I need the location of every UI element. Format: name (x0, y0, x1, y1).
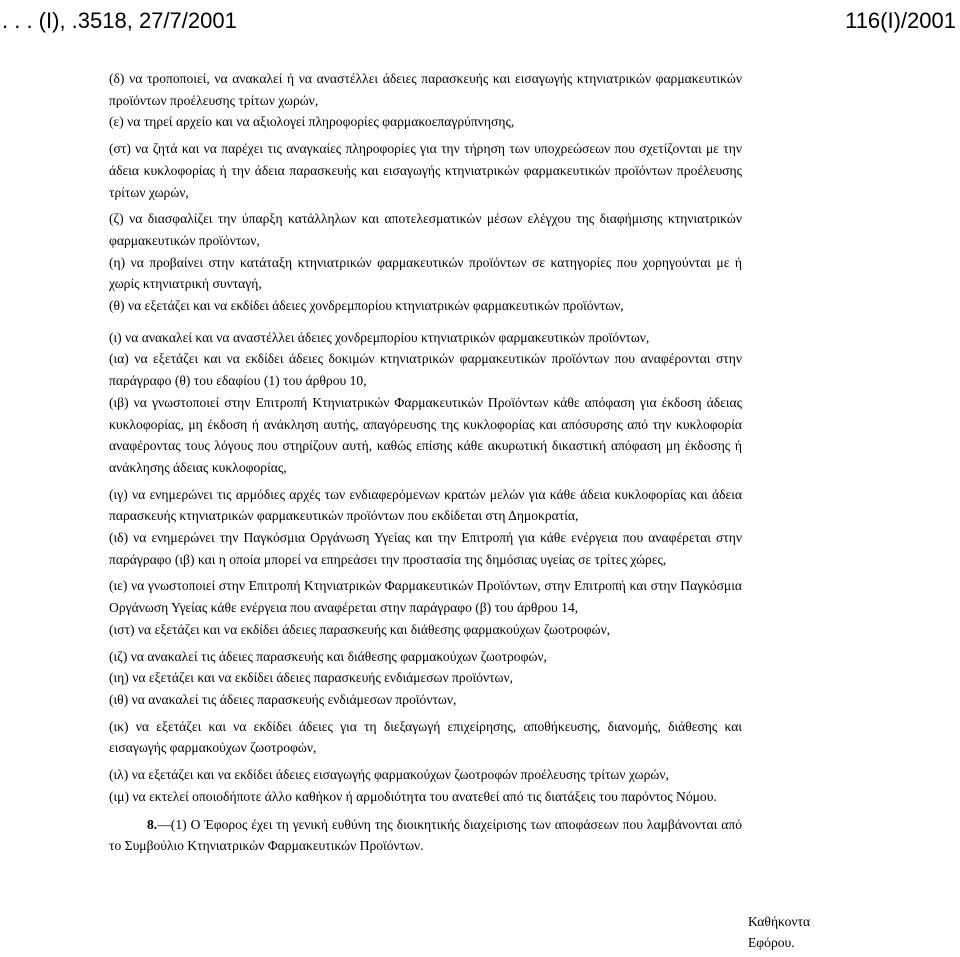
paragraph-th: (θ) να εξετάζει και να εκδίδει άδειες χονδρεμπορίου κτηνιατρικών φαρμακευτικών προϊόντων, (109, 298, 624, 314)
paragraph-im: (ιμ) να εκτελεί οποιοδήποτε άλλο καθήκον ή αρμοδιότητα του ανατεθεί από τις διατάξεις του παρόντος Νόμου. (109, 788, 717, 804)
paragraph-e: (ε) να τηρεί αρχείο και να αξιολογεί πληροφορίες φαρμακοεπαγρύπνησης, (109, 114, 515, 130)
page-header (0, 6, 960, 36)
document-body (109, 68, 742, 857)
margin-note-registrar-duties: Καθήκοντα Εφόρου. (748, 914, 811, 950)
paragraph-ie: (ιε) να γνωστοποιεί στην Επιτροπή Κτηνιατρικών Φαρμακευτικών Προϊόντων, στην Επιτροπή και στην Παγκόσμια Οργάνωση Υγείας κάθε ενέργεια που αναφέρεται στην παράγραφο (β) του άρθρου 14, (109, 578, 742, 616)
paragraph-il: (ιλ) να εξετάζει και να εκδίδει άδειες εισαγωγής φαρμακούχων ζωοτροφών προέλευσης τρίτων χωρών, (109, 767, 669, 783)
paragraph-iota: (ι) να ανακαλεί και να αναστέλλει άδειες χονδρεμπορίου κτηνιατρικών φαρμακευτικών προϊόντων, (109, 329, 650, 345)
paragraph-d: (δ) να τροποποιεί, να ανακαλεί ή να αναστέλλει άδειες παρασκευής και εισαγωγής κτηνιατρικών φαρμακευτικών προϊόντων προέλευσης τρίτων χωρών, (109, 71, 742, 108)
paragraph-iz: (ιζ) να ανακαλεί τις άδειες παρασκευής και διάθεσης φαρμακούχων ζωοτροφών, (109, 648, 547, 664)
paragraph-st: (στ) να ζητά και να παρέχει τις αναγκαίες πληροφορίες για την τήρηση των υποχρεώσεων που σχετίζονται με την άδεια κυκλοφορίας ή την άδεια παρασκευής και εισαγωγής κτηνιατρικών φαρμακευτικών προϊόντων προέλευσης τρίτων χωρών, (109, 141, 742, 200)
paragraph-ia: (ια) να εξετάζει και να εκδίδει άδειες δοκιμών κτηνιατρικών φαρμακευτικών προϊόντων που αναφέρονται στην παράγραφο (θ) του εδαφίου (1) του άρθρου 10, (109, 351, 742, 389)
paragraph-ith: (ιθ) να ανακαλεί τις άδειες παρασκευής ενδιάμεσων προϊόντων, (109, 691, 457, 707)
article-number: 8. (147, 816, 158, 832)
paragraph-id: (ιδ) να ενημερώνει την Παγκόσμια Οργάνωση Υγείας και την Επιτροπή για κάθε ενέργεια που αναφέρεται στην παράγραφο (ιβ) και η οποία μπορεί να επηρεάσει την προστασία της δημόσιας υγείας σε τρίτες χώρες, (109, 530, 742, 567)
header-gazette-reference: . . . (Ι), .3518, 27/7/2001 (2, 8, 237, 33)
paragraph-z: (ζ) να διασφαλίζει την ύπαρξη κατάλληλων και αποτελεσματικών μέσων ελέγχου της διαφήμισης κτηνιατρικών φαρμακευτικών προϊόντων, (109, 211, 742, 248)
paragraph-ib: (ιβ) να γνωστοποιεί στην Επιτροπή Κτηνιατρικών Φαρμακευτικών Προϊόντων κάθε απόφαση για έκδοση άδειας κυκλοφορίας, μη έκδοση ή ανάκληση αυτής, απαγόρευσης της κυκλοφορίας και απόσυρσης από την κυκλοφορία αναφέροντας τους λόγους που στηρίζουν αυτή, καθώς επίσης κάθε ακυρωτική δικαστική απόφαση μη έκδοσης ή ανάκλησης άδειας κυκλοφορίας, (109, 394, 742, 475)
paragraph-ig: (ιγ) να ενημερώνει τις αρμόδιες αρχές των ενδιαφερόμενων κρατών μελών για κάθε άδεια κυκλοφορίας και άδεια παρασκευής κτηνιατρικών φαρμακευτικών προϊόντων που εκδίδεται στη Δημοκρατία, (109, 486, 742, 524)
paragraph-ik: (ικ) να εξετάζει και να εκδίδει άδειες για τη διεξαγωγή επιχείρησης, αποθήκευσης, διανομής, διάθεσης και εισαγωγής φαρμακούχων ζωοτροφών, (109, 718, 742, 756)
article-8-paragraph-1 (109, 814, 742, 857)
paragraph-i: (η) να προβαίνει στην κατάταξη κτηνιατρικών φαρμακευτικών προϊόντων σε κατηγορίες που χορηγούνται με ή χωρίς κτηνιατρική συνταγή, (109, 254, 742, 292)
paragraph-ist: (ιστ) να εξετάζει και να εκδίδει άδειες παρασκευής και διάθεσης φαρμακούχων ζωοτροφών, (109, 621, 611, 637)
article-text: —(1) Ο Έφορος έχει τη γενική ευθύνη της διοικητικής διαχείρισης των αποφάσεων που λαμβάνονται από το Συμβούλιο Κτηνιατρικών Φαρμακευτικών Προϊόντων. (109, 816, 742, 854)
header-law-number: 116(Ι)/2001 (845, 8, 956, 33)
paragraph-ii: (ιη) να εξετάζει και να εκδίδει άδειες παρασκευής ενδιάμεσων προϊόντων, (109, 670, 514, 686)
